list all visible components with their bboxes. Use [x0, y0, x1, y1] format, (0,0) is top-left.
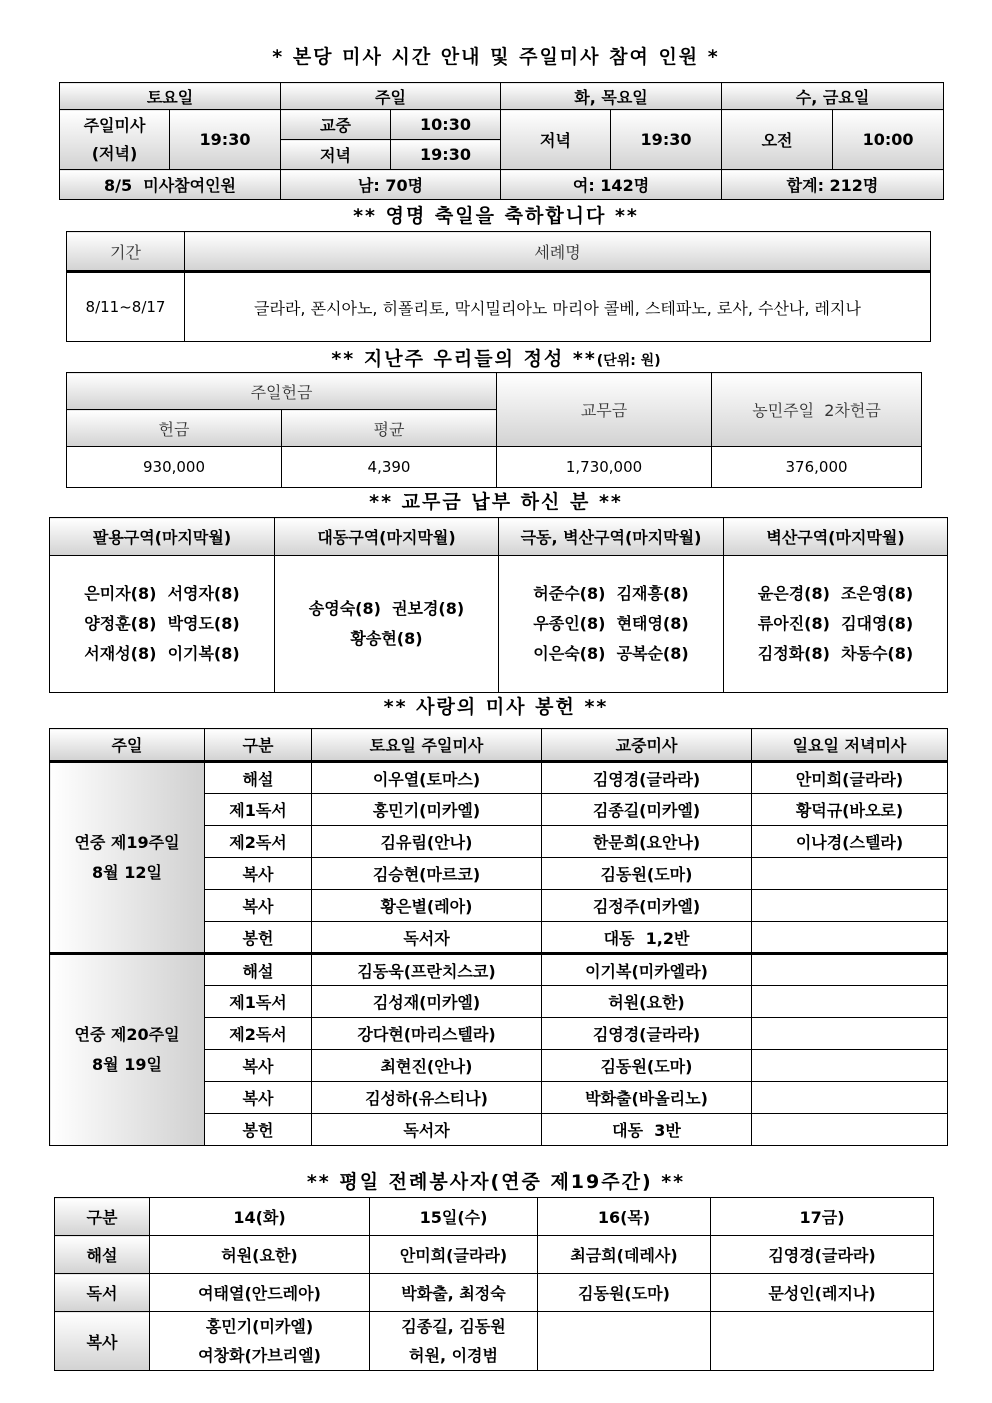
service-cell: 김정주(미카엘): [542, 890, 752, 922]
weekday-cell: [711, 1312, 934, 1371]
dues-line: 은미자(8) 서영자(8): [84, 584, 240, 603]
service-cell: 김성하(유스티나): [312, 1082, 542, 1114]
saturday-time: 19:30: [170, 110, 281, 170]
header-sunday: 주일: [281, 83, 501, 110]
feast-title: ** 영명 축일을 축하합니다 **: [353, 205, 639, 227]
weekday-cell: 안미희(글라라): [370, 1236, 538, 1274]
offering-unit: (단위: 원): [596, 353, 661, 369]
dues-line: 허준수(8) 김재흥(8): [533, 584, 689, 603]
wed-fri-time: 10:00: [833, 110, 944, 170]
service-table: [49, 728, 948, 1146]
week19-label: [50, 762, 205, 954]
week20-label: [50, 954, 205, 1146]
service-cell: 김종길(미카엘): [542, 794, 752, 826]
offering-value-dues: 1,730,000: [497, 447, 712, 488]
dues-header-palyong: 팔용구역(마지막월): [50, 518, 275, 556]
service-cell: 대동 1,2반: [542, 922, 752, 954]
service-cell: [752, 1018, 948, 1050]
schedule-title: * 본당 미사 시간 안내 및 주일미사 참여 인원 *: [272, 46, 720, 68]
service-cell: 한문희(요안나): [542, 826, 752, 858]
service-role: 제1독서: [205, 986, 312, 1018]
dues-list-byeoksan: [724, 556, 948, 693]
service-role: 복사: [205, 1082, 312, 1114]
service-cell: 최현진(안나): [312, 1050, 542, 1082]
week20-date: 8월 19일: [92, 1055, 162, 1074]
service-cell: 독서자: [312, 922, 542, 954]
service-cell: 김동원(도마): [542, 1050, 752, 1082]
offering-title-text: ** 지난주 우리들의 정성 **: [331, 348, 597, 370]
service-cell: 김동욱(프란치스코): [312, 954, 542, 986]
weekday-role: 해설: [55, 1236, 150, 1274]
feast-names: 글라라, 폰시아노, 히폴리토, 막시밀리아노 마리아 콜베, 스테파노, 로사, 수산나, 레지나: [185, 272, 931, 342]
dues-line: 류아진(8) 김대영(8): [757, 614, 914, 633]
week20-name: 연중 제20주일: [74, 1025, 180, 1044]
weekday-cell: 김동원(도마): [538, 1274, 711, 1312]
offering-group-header: 주일헌금: [67, 373, 497, 410]
offering-title: [0, 344, 992, 371]
service-cell: [752, 954, 948, 986]
weekday-cell: 허원(요한): [150, 1236, 370, 1274]
weekday-header-fri: 17금): [711, 1198, 934, 1236]
feast-header-names: 세례명: [185, 232, 931, 272]
feast-header-period: 기간: [67, 232, 185, 272]
service-cell: 이우열(토마스): [312, 762, 542, 794]
service-header-week: 주일: [50, 729, 205, 762]
offering-header-average: 평균: [282, 410, 497, 447]
weekday-cell: 여태열(안드레아): [150, 1274, 370, 1312]
sunday-evening-label: 저녁: [281, 140, 391, 170]
offering-header-cash: 헌금: [67, 410, 282, 447]
service-cell: 황덕규(바오로): [752, 794, 948, 826]
dues-line: 윤은경(8) 조은영(8): [757, 584, 914, 603]
weekday-header-role: 구분: [55, 1198, 150, 1236]
offering-value-farmers: 376,000: [712, 447, 922, 488]
service-cell: 이기복(미카엘라): [542, 954, 752, 986]
dues-line: 송영숙(8) 권보경(8): [308, 599, 465, 618]
dues-line: 황송현(8): [350, 629, 423, 648]
mass-schedule-table: [59, 82, 944, 200]
service-role: 복사: [205, 1050, 312, 1082]
weekday-cell: [538, 1312, 711, 1371]
service-role: 봉헌: [205, 1114, 312, 1146]
weekday-role: 복사: [55, 1312, 150, 1371]
service-cell: 황은별(레아): [312, 890, 542, 922]
dues-header-daedong: 대동구역(마지막월): [275, 518, 499, 556]
feast-period: 8/11~8/17: [67, 272, 185, 342]
service-cell: 독서자: [312, 1114, 542, 1146]
header-saturday: 토요일: [60, 83, 281, 110]
service-cell: [752, 922, 948, 954]
offering-header-dues: 교무금: [497, 373, 712, 447]
service-role: 해설: [205, 762, 312, 794]
offering-value-cash: 930,000: [67, 447, 282, 488]
weekday-cell-line: 여창화(가브리엘): [198, 1346, 321, 1365]
week19-name: 연중 제19주일: [74, 832, 180, 852]
service-cell: 김동원(도마): [542, 858, 752, 890]
service-cell: 홍민기(미카엘): [312, 794, 542, 826]
service-cell: [752, 858, 948, 890]
service-cell: [752, 1082, 948, 1114]
service-header-evening: 일요일 저녁미사: [752, 729, 948, 762]
service-cell: 김유림(안나): [312, 826, 542, 858]
dues-line: 이은숙(8) 공복순(8): [533, 644, 689, 663]
weekday-role: 독서: [55, 1274, 150, 1312]
header-wed-fri: 수, 금요일: [722, 83, 944, 110]
week19-date: 8월 12일: [92, 862, 162, 882]
weekday-cell: [370, 1312, 538, 1371]
wed-fri-label: 오전: [722, 110, 833, 170]
service-title: ** 사랑의 미사 봉헌 **: [383, 696, 609, 718]
feast-table: [66, 231, 931, 342]
header-tue-thu: 화, 목요일: [501, 83, 722, 110]
attendance-total: 합계: 212명: [722, 170, 944, 200]
service-role: 제2독서: [205, 1018, 312, 1050]
weekday-cell-line: 김종길, 김동원: [401, 1317, 506, 1336]
tue-thu-time: 19:30: [611, 110, 722, 170]
attendance-label: 8/5 미사참여인원: [60, 170, 281, 200]
service-cell: 안미희(글라라): [752, 762, 948, 794]
sunday-evening-time: 19:30: [391, 140, 501, 170]
dues-line: 김정화(8) 차동수(8): [757, 644, 914, 663]
service-cell: 허원(요한): [542, 986, 752, 1018]
dues-line: 우종인(8) 현태영(8): [533, 614, 689, 633]
saturday-label: [60, 110, 170, 170]
dues-title: ** 교무금 납부 하신 분 **: [369, 491, 623, 513]
service-role: 봉헌: [205, 922, 312, 954]
weekday-cell: 최금희(데레사): [538, 1236, 711, 1274]
weekday-cell: [150, 1312, 370, 1371]
service-header-saturday: 토요일 주일미사: [312, 729, 542, 762]
weekday-cell: 문성인(레지나): [711, 1274, 934, 1312]
service-header-main: 교중미사: [542, 729, 752, 762]
attendance-men: 남: 70명: [281, 170, 501, 200]
service-header-role: 구분: [205, 729, 312, 762]
service-role: 복사: [205, 890, 312, 922]
weekday-table: [54, 1197, 934, 1371]
weekday-cell: 박화출, 최정숙: [370, 1274, 538, 1312]
dues-header-byeoksan: 벽산구역(마지막월): [724, 518, 948, 556]
dues-list-geukdong: [499, 556, 724, 693]
dues-table: [49, 517, 948, 693]
sunday-gyojung-label: 교중: [281, 110, 391, 140]
service-cell: 김승현(마르코): [312, 858, 542, 890]
weekday-header-thu: 16(목): [538, 1198, 711, 1236]
service-cell: [752, 890, 948, 922]
service-cell: 김영경(글라라): [542, 762, 752, 794]
service-role: 복사: [205, 858, 312, 890]
saturday-label-line1: 주일미사: [83, 115, 146, 135]
dues-header-geukdong: 극동, 벽산구역(마지막월): [499, 518, 724, 556]
service-cell: 김성재(미카엘): [312, 986, 542, 1018]
service-role: 제1독서: [205, 794, 312, 826]
attendance-women: 여: 142명: [501, 170, 722, 200]
tue-thu-label: 저녁: [501, 110, 611, 170]
weekday-title: ** 평일 전례봉사자(연중 제19주간) **: [306, 1171, 686, 1193]
dues-line: 서재성(8) 이기복(8): [84, 644, 240, 663]
saturday-label-line2: (저녁): [91, 143, 138, 163]
weekday-header-tue: 14(화): [150, 1198, 370, 1236]
service-cell: 강다현(마리스텔라): [312, 1018, 542, 1050]
dues-list-daedong: [275, 556, 499, 693]
weekday-cell-line: 허원, 이경범: [409, 1346, 498, 1365]
service-cell: [752, 1050, 948, 1082]
service-cell: 이나경(스텔라): [752, 826, 948, 858]
service-cell: 대동 3반: [542, 1114, 752, 1146]
weekday-header-wed: 15일(수): [370, 1198, 538, 1236]
weekday-cell: 김영경(글라라): [711, 1236, 934, 1274]
dues-list-palyong: [50, 556, 275, 693]
service-cell: [752, 1114, 948, 1146]
service-cell: 박화출(바올리노): [542, 1082, 752, 1114]
service-role: 제2독서: [205, 826, 312, 858]
service-role: 해설: [205, 954, 312, 986]
weekday-cell-line: 홍민기(미카엘): [205, 1317, 314, 1336]
service-cell: [752, 986, 948, 1018]
offering-header-farmers: 농민주일 2차헌금: [712, 373, 922, 447]
offering-value-average: 4,390: [282, 447, 497, 488]
dues-line: 양정훈(8) 박영도(8): [84, 614, 240, 633]
service-cell: 김영경(글라라): [542, 1018, 752, 1050]
sunday-gyojung-time: 10:30: [391, 110, 501, 140]
offering-table: [66, 372, 922, 488]
